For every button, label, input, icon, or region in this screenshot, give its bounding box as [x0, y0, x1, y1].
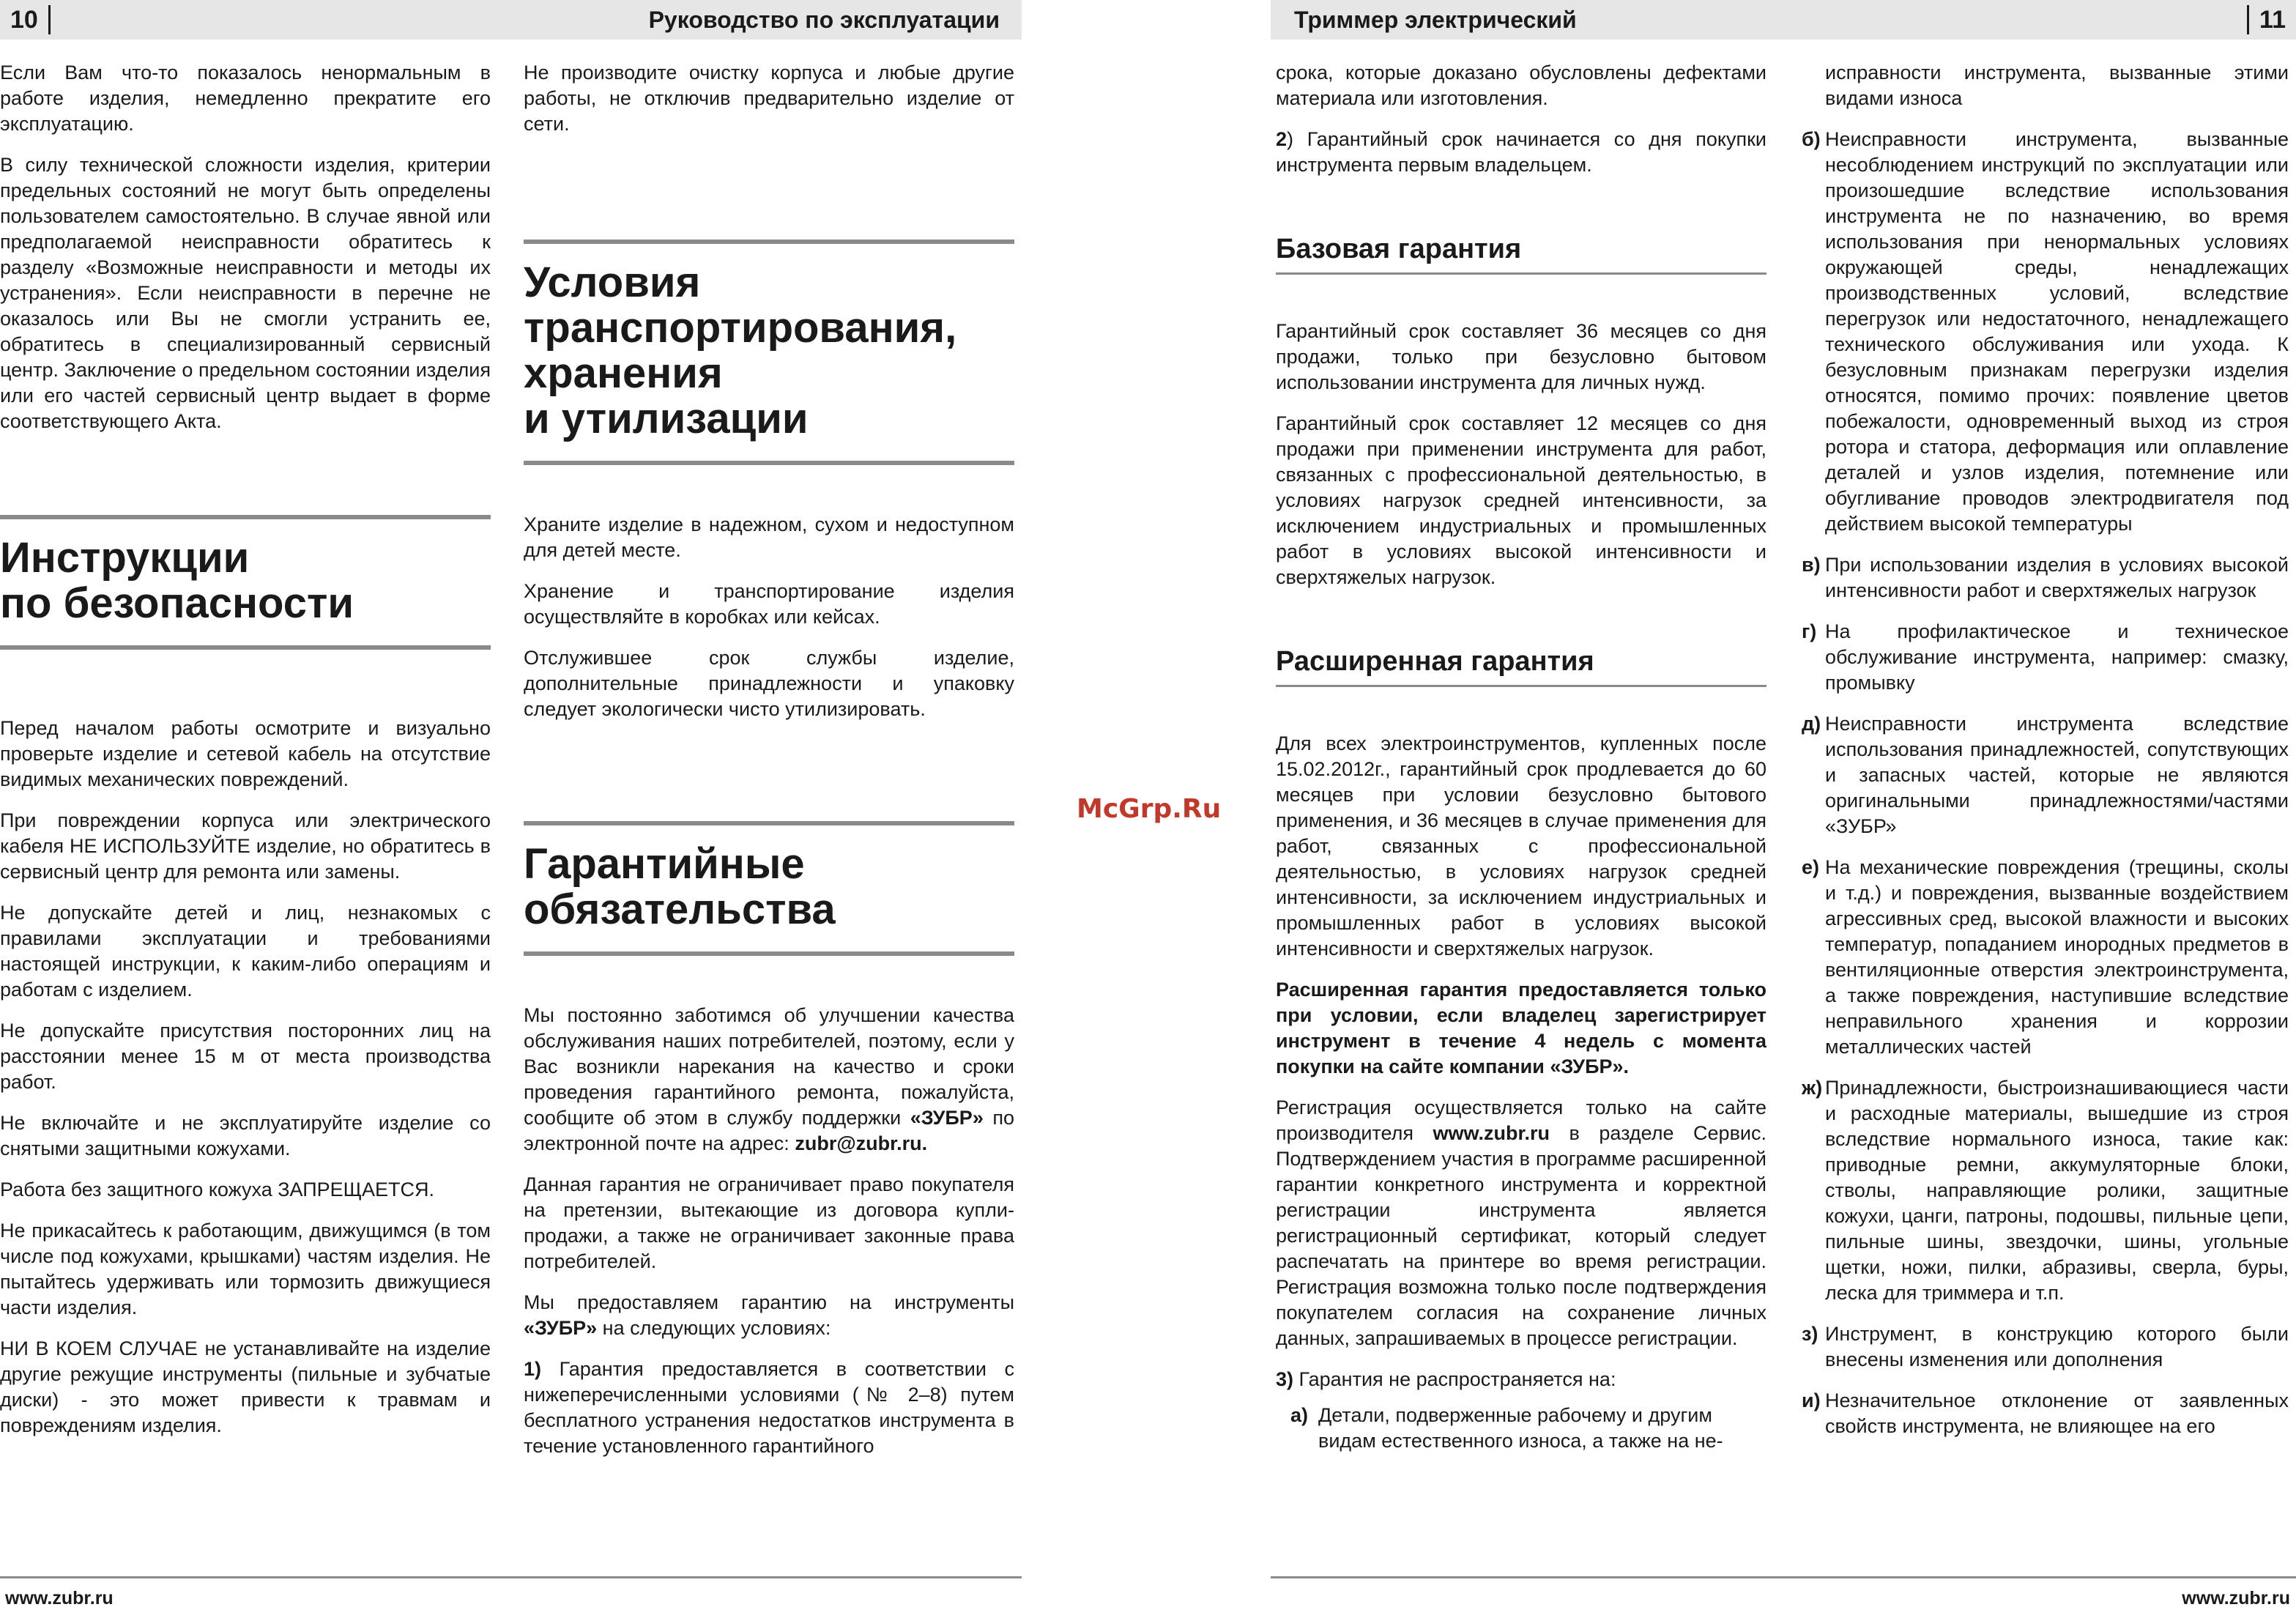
- heading-line: обязательства: [524, 886, 836, 933]
- right-page: [1271, 0, 2296, 1618]
- item-text: При использовании изделия в условиях высокой интенсивности работ и сверхтяжелых нагрузок: [1825, 554, 2289, 601]
- safety-heading-block: [0, 515, 491, 650]
- paragraph: срока, которые доказано обусловлены дефектами материала или изготовления.: [1276, 62, 1766, 109]
- left-page: [0, 0, 1025, 1618]
- heading-line: хранения: [524, 349, 723, 397]
- paragraph: Для всех электроинструментов, купленных после 15.02.2012г., гарантийный срок продлевается до 60 месяцев при условии безусловно бытового применения, и 36 месяцев в случае применения для работ, связанных с профессиональной деятельностью, в условиях нагрузок средней интенсивности, за исключением индустриальных и промышленных работ в условиях высокой интенсивности и сверхтяжелых нагрузок.: [1276, 732, 1766, 960]
- paragraph: Отслужившее срок службы изделие, дополнительные принадлежности и упаковку следует экологически чисто утилизировать.: [524, 647, 1014, 720]
- heading-line: Гарантийные: [524, 840, 805, 888]
- item-mark: в): [1802, 554, 1821, 576]
- paragraph: Не допускайте детей и лиц, незнакомых с правилами эксплуатации и требованиями настоящей инструкции, к каким-либо операциям и работам с изделием.: [0, 902, 491, 1001]
- extended-warranty-heading-block: [1276, 646, 1766, 687]
- list-item: [1802, 619, 2289, 696]
- footer-url[interactable]: www.zubr.ru: [5, 1588, 114, 1608]
- text: Гарантия не распространяется на:: [1299, 1368, 1616, 1390]
- paragraph: [524, 1290, 1014, 1341]
- page-number: 10: [10, 5, 38, 34]
- item-mark: ж): [1802, 1077, 1823, 1099]
- item-text: Неисправности инструмента вследствие использования принадлежностей, сопутствующих и запасных частей, которые не являются оригинальными принадлежностями/частями «ЗУБР»: [1825, 713, 2289, 837]
- paragraph: Не допускайте присутствия посторонних лиц на расстоянии менее 15 м от места производства работ.: [0, 1020, 491, 1093]
- item-mark: д): [1802, 713, 1821, 735]
- base-warranty-heading-block: [1276, 234, 1766, 275]
- support-email[interactable]: zubr@zubr.ru.: [795, 1132, 928, 1154]
- text: Мы предоставляем гарантию на инструменты: [524, 1291, 1014, 1313]
- subsection-heading: Базовая гарантия: [1276, 234, 1522, 264]
- page-number: 11: [2259, 5, 2286, 34]
- text: Гарантия предоставляется в соответствии с нижеперечисленными условиями (№ 2–8) путем бесплатного устранения недостатков инструмента в течение установленного гарантийного: [524, 1358, 1014, 1457]
- item-mark: а): [1290, 1404, 1309, 1426]
- paragraph: [1276, 1367, 1766, 1392]
- paragraph: Храните изделие в надежном, сухом и недоступном для детей месте.: [524, 513, 1014, 561]
- list-item: [1802, 1388, 2289, 1439]
- paragraph: Данная гарантия не ограничивает право покупателя на претензии, вытекающие из договора купли-продажи, а также не ограничивает законные права потребителей.: [524, 1173, 1014, 1272]
- text: Мы постоянно заботимся об улучшении качества обслуживания наших потребителей, поэтому, если у Вас возникли нарекания на качество и сроки проведения гарантийного ремонта, пожалуйста, сообщите об этом в службу поддержки: [524, 1004, 1014, 1129]
- paragraph: Не прикасайтесь к работающим, движущимся (в том числе под кожухами, крышками) частям изделия. Не пытайтесь удерживать или тормозить движущиеся части изделия.: [0, 1220, 491, 1318]
- footer-url[interactable]: www.zubr.ru: [2182, 1588, 2290, 1608]
- text: ) Гарантийный срок начинается со дня покупки инструмента первым владельцем.: [1276, 128, 1766, 176]
- left-column-1: [0, 60, 491, 1454]
- paragraph: Перед началом работы осмотрите и визуально проверьте изделие и сетевой кабель на отсутствие видимых механических повреждений.: [0, 717, 491, 790]
- list-item: [1802, 1075, 2289, 1306]
- paragraph: [1276, 1095, 1766, 1351]
- right-column-1: [1276, 60, 1766, 1454]
- page-number-separator: [48, 5, 51, 34]
- item-number: 1): [524, 1358, 542, 1380]
- list-item: [1802, 711, 2289, 839]
- brand-name: «ЗУБР»: [910, 1107, 984, 1129]
- site-link[interactable]: www.zubr.ru: [1433, 1122, 1550, 1144]
- text: Регистрация осуществляется только на сайте производителя: [1276, 1096, 1766, 1144]
- item-mark: и): [1802, 1389, 1821, 1411]
- list-item: [1290, 1403, 1766, 1454]
- heading-line: по безопасности: [0, 579, 354, 627]
- text: в разделе Сервис. Подтверждением участия в программе расширенной гарантии конкретного инструмента и корректной регистрации инструмента является регистрационный сертификат, который следует распечатать на принтере во время регистрации. Регистрация возможна только после подтверждения покупателем согласия на сохранение личных данных, запрашиваемых в процессе регистрации.: [1276, 1122, 1766, 1349]
- item-text: Детали, подверженные рабочему и другим видам естественного износа, а также на не-: [1318, 1404, 1723, 1452]
- paragraph: [1276, 127, 1766, 178]
- paragraph: Гарантийный срок составляет 36 месяцев со дня продажи, только при безусловно бытовом использовании инструмента для личных нужд.: [1276, 320, 1766, 393]
- paragraph: Хранение и транспортирование изделия осуществляйте в коробках или кейсах.: [524, 580, 1014, 628]
- item-text: Неисправности инструмента, вызванные несоблюдением инструкций по эксплуатации или произошедшие вследствие использования инструмента не по назначению, во время использования при ненормальных условиях окружающей среды, ненадлежащих производственных условий, вследствие перегрузок или недостаточного, ненадлежащего технического обслуживания или ухода. К безусловным признакам перегрузки изделия относятся, помимо прочих: появление цветов побежалости, одновременный выход из строя ротора и статора, деформация или оплавление деталей и узлов изделия, потемнение или обугливание проводов электродвигателя под действием высокой температуры: [1825, 128, 2289, 535]
- right-column-2: [1802, 60, 2289, 1455]
- item-text: Принадлежности, быстроизнашивающиеся части и расходные материалы, вышедшие из строя вследствие нормального износа, такие как: приводные ремни, аккумуляторные блоки, стволы, направляющие ролики, защитные кожухи, цанги, патроны, подошвы, пильные цепи, пильные шины, звездочки, шины, угольные щетки, ножи, пилки, абразивы, сверла, буры, леска для триммера и т.п.: [1825, 1077, 2289, 1304]
- heading-line: транспортирования,: [524, 304, 957, 352]
- paragraph: Гарантийный срок составляет 12 месяцев со дня продажи при применении инструмента для работ, связанных с профессиональной деятельностью, в условиях нагрузок средней интенсивности, за исключением индустриальных и промышленных работ в условиях высокой интенсивности и сверхтяжелых нагрузок.: [1276, 412, 1766, 588]
- transport-heading-block: [524, 240, 1014, 465]
- paragraph: [524, 1357, 1014, 1459]
- paragraph: При повреждении корпуса или электрического кабеля НЕ ИСПОЛЬЗУЙТЕ изделие, но обратитесь в сервисный центр для ремонта или замены.: [0, 809, 491, 883]
- header-title: Триммер электрический: [1294, 6, 1577, 33]
- section-heading: [0, 535, 491, 626]
- item-mark: г): [1802, 620, 1817, 642]
- item-text: Незначительное отклонение от заявленных свойств инструмента, не влияющее на его: [1825, 1389, 2289, 1437]
- text: по электронной почте на адрес:: [524, 1107, 1014, 1154]
- heading-line: Инструкции: [0, 534, 250, 582]
- paragraph: Если Вам что-то показалось ненормальным в работе изделия, немедленно прекратите его эксплуатацию.: [0, 62, 491, 135]
- heading-line: Условия: [524, 259, 701, 306]
- paragraph: исправности инструмента, вызванные этими видами износа: [1825, 62, 2289, 109]
- list-item: [1802, 1321, 2289, 1373]
- footer-rule: [1271, 1576, 2296, 1578]
- text: на следующих условиях:: [602, 1317, 831, 1339]
- paragraph: [524, 1003, 1014, 1157]
- list-item: [1802, 552, 2289, 604]
- item-number: 2: [1276, 128, 1288, 150]
- paragraph: НИ В КОЕМ СЛУЧАЕ не устанавливайте на изделие другие режущие инструменты (пильные и зубчатые диски) - это может привести к травмам и повреждениям изделия.: [0, 1337, 491, 1436]
- right-header: [1271, 0, 2296, 40]
- left-column-2: [524, 60, 1014, 1474]
- section-heading: [524, 260, 1014, 442]
- paragraph: В силу технической сложности изделия, критерии предельных состояний не могут быть определены пользователем самостоятельно. В случае явной или предполагаемой неисправности обратитесь к разделу «Возможные неисправности и методы их устранения». Если неисправности в перечне не оказалось или Вы не смогли устранить ее, обратитесь в специализированный сервисный центр. Заключение о предельном состоянии изделия или его частей сервисный центр выдает в форме соответствующего Акта.: [0, 154, 491, 432]
- list-item: [1802, 127, 2289, 537]
- list-item: [1802, 855, 2289, 1060]
- heading-line: и утилизации: [524, 395, 809, 442]
- item-number: 3): [1276, 1368, 1294, 1390]
- brand-name: «ЗУБР»: [524, 1317, 598, 1339]
- paragraph: Не производите очистку корпуса и любые другие работы, не отключив предварительно изделие от сети.: [524, 62, 1014, 135]
- item-text: На механические повреждения (трещины, сколы и т.д.) и повреждения, вызванные воздействием агрессивных сред, высокой влажности и высоких температур, попаданием инородных предметов в вентиляционные отверстия электроинструмента, а также повреждения, наступившие вследствие неправильного хранения и коррозии металлических частей: [1825, 856, 2289, 1058]
- left-header: [0, 0, 1022, 40]
- section-heading: [524, 842, 1014, 932]
- watermark: McGrp.Ru: [1077, 794, 1222, 824]
- item-mark: з): [1802, 1323, 1818, 1345]
- paragraph: Работа без защитного кожуха ЗАПРЕЩАЕТСЯ.: [0, 1179, 434, 1200]
- item-text: Инструмент, в конструкцию которого были внесены изменения или дополнения: [1825, 1323, 2289, 1370]
- footer-rule: [0, 1576, 1022, 1578]
- warranty-heading-block: [524, 821, 1014, 956]
- paragraph: Расширенная гарантия предоставляется только при условии, если владелец зарегистрирует инструмент в течение 4 недель с момента покупки на сайте компании «ЗУБР».: [1276, 979, 1766, 1077]
- header-title: Руководство по эксплуатации: [648, 6, 1000, 33]
- item-mark: е): [1802, 856, 1820, 878]
- item-text: На профилактическое и техническое обслуживание инструмента, например: смазку, промывку: [1825, 620, 2289, 694]
- subsection-heading: Расширенная гарантия: [1276, 646, 1594, 677]
- item-mark: б): [1802, 128, 1821, 150]
- paragraph: Не включайте и не эксплуатируйте изделие со снятыми защитными кожухами.: [0, 1112, 491, 1159]
